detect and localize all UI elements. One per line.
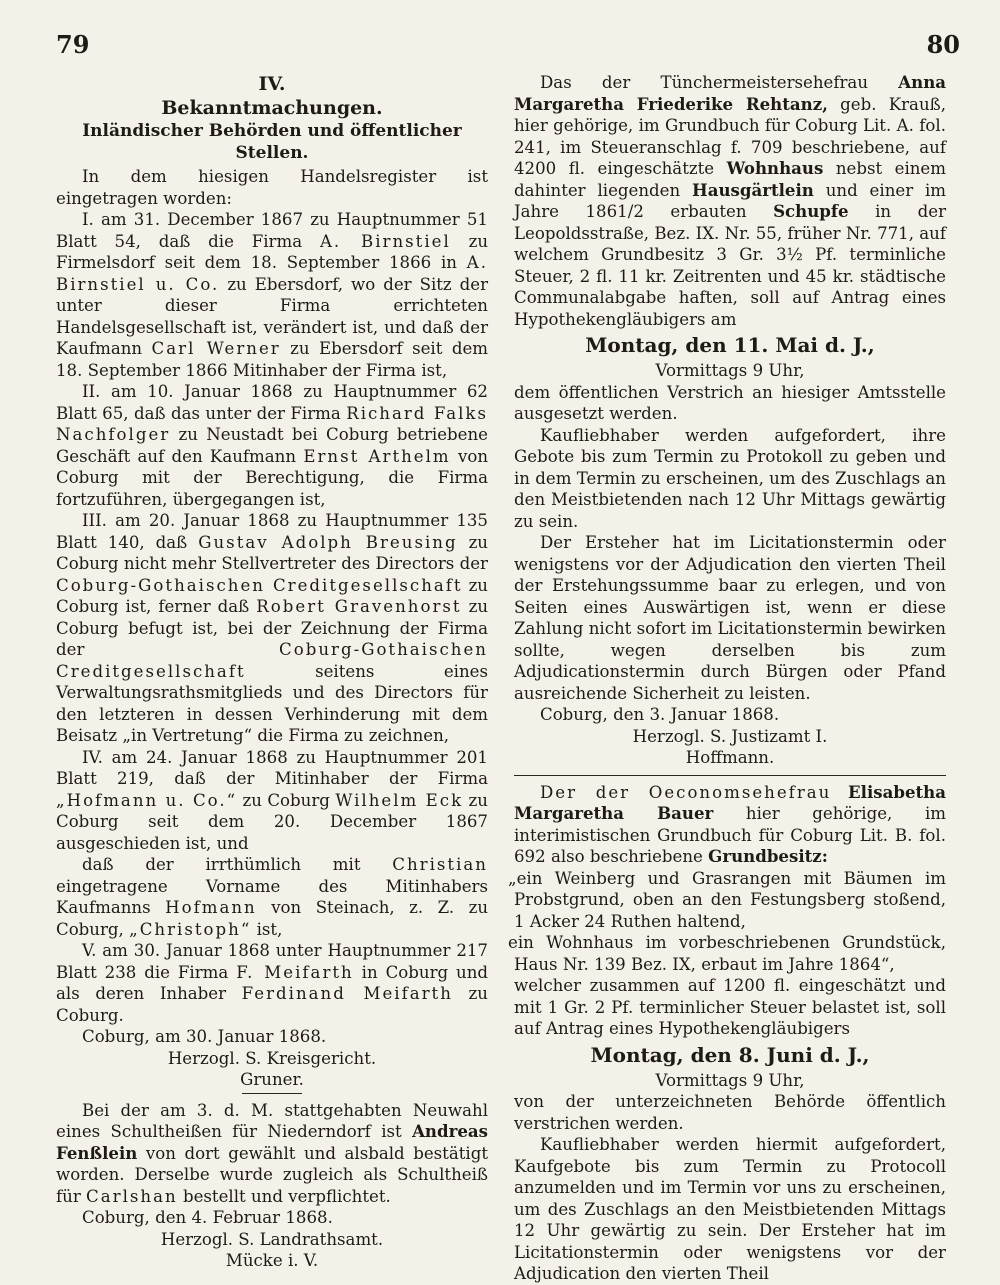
auction-notice-1-bidders: Kaufliebhaber werden aufgefordert, ihre Gebote bis zum Termin zu Protokoll zu geben und in dem Termin zu erscheinen, um des Zuschlags an den Meistbietenden nach 12 Uhr Mittags gewärtig zu sein. xyxy=(514,425,946,531)
register-entry-3: III. am 20. Januar 1868 zu Hauptnummer 135 Blatt 140, daß Gustav Adolph Breusing zu Coburg nicht mehr Stellvertreter des Directors der Coburg-Gothaischen Creditgesellschaft zu Coburg ist, ferner daß Robert Gravenhorst zu Coburg befugt ist, bei der Zeichnung der Firma der Coburg-Gothaischen Creditgesellschaft seitens eines Verwaltungsrathsmitglieds und des Directors für den letzteren in dessen Verhinderung mit dem Beisatz „in Vertretung“ die Firma zu zeichnen, xyxy=(56,511,489,745)
auction-time-2: Vormittags 9 Uhr, xyxy=(655,1070,805,1090)
register-entry-5: V. am 30. Januar 1868 unter Hauptnummer 217 Blatt 238 die Firma F. Meifarth in Coburg und als deren Inhaber Ferdinand Meifarth zu Coburg. xyxy=(56,941,489,1025)
section-heading: Bekanntmachungen. xyxy=(161,97,383,119)
register-entry-4-correction: daß der irrthümlich mit Christian eingetragene Vorname des Mitinhabers Kaufmanns Hofmann von Steinach, z. Z. zu Coburg, „Christoph“ ist, xyxy=(56,855,489,939)
auction-notice-1-office: Herzogl. S. Justizamt I. xyxy=(632,726,828,746)
left-column xyxy=(56,72,488,1272)
auction-notice-1-terms: Der Ersteher hat im Licitationstermin oder wenigstens vor der Adjudication den vierten Theil der Erstehungssumme baar zu erlegen, und von Seiten eines Auswärtigen ist, wenn er diese Zahlung nicht sofort im Licitationstermin bewirken sollte, wegen derselben bis zum Adjudicationstermin durch Bürgen oder Pfand ausreichende Sicherheit zu leisten. xyxy=(514,533,946,703)
auction-notice-1: Das der Tünchermeistersehefrau Anna Margaretha Friederike Rehtanz, geb. Krauß, hier gehörige, im Grundbuch für Coburg Lit. A. fol. 241, im Steueranschlag f. 709 beschriebene, auf 4200 fl. eingeschätzte Wohnhaus nebst einem dahinter liegenden Hausgärtlein und einer im Jahre 1861/2 erbauten Schupfe in der Leopoldsstraße, Bez. IX. Nr. 55, früher Nr. 771, auf welchem Grundbesitz 3 Gr. 3½ Pf. terminliche Steuer, 2 fl. 11 kr. Zeitrenten und 45 kr. städtische Communalabgabe haften, soll auf Antrag eines Hypothekengläubigers am xyxy=(514,72,947,329)
election-signature: Mücke i. V. xyxy=(225,1251,319,1270)
register-entry-4: IV. am 24. Januar 1868 zu Hauptnummer 201 Blatt 219, daß der Mitinhaber der Firma „Hofmann u. Co.“ zu Coburg Wilhelm Eck zu Coburg seit dem 20. December 1867 ausgeschieden ist, und xyxy=(56,747,488,853)
auction-notice-1-date: Coburg, den 3. Januar 1868. xyxy=(540,705,780,724)
election-date: Coburg, den 4. Februar 1868. xyxy=(82,1208,333,1227)
register-intro: In dem hiesigen Handelsregister ist eingetragen worden: xyxy=(56,167,488,208)
divider xyxy=(242,1093,302,1094)
auction-notice-1-continued: dem öffentlichen Verstrich an hiesiger Amtsstelle ausgesetzt werden. xyxy=(514,382,946,423)
election-notice: Bei der am 3. d. M. stattgehabten Neuwahl eines Schultheißen für Niederndorf ist Andreas Fenßlein von dort gewählt und alsbald bestätigt worden. Derselbe wurde zugleich als Schultheiß für Carlshan bestellt und verpflichtet. xyxy=(56,1100,488,1206)
issuing-court: Herzogl. S. Kreisgericht. xyxy=(167,1048,377,1068)
auction-notice-2: Der der Oeconomsehefrau Elisabetha Margaretha Bauer hier gehörige, im interimistischen Grundbuch für Coburg Lit. B. fol. 692 also beschriebene Grundbesitz: xyxy=(514,781,946,866)
register-entry-2: II. am 10. Januar 1868 zu Hauptnummer 62 Blatt 65, daß das unter der Firma Richard Falks Nachfolger zu Neustadt bei Coburg betriebene Geschäft auf den Kaufmann Ernst Arthelm von Coburg mit der Berechtigung, die Firma fortzuführen, übergegangen ist, xyxy=(56,382,489,509)
register-entry-1: I. am 31. December 1867 zu Hauptnummer 51 Blatt 54, daß die Firma A. Birnstiel zu Firmelsdorf seit dem 18. September 1866 in A. Birnstiel u. Co. zu Ebersdorf, wo der Sitz der unter dieser Firma errichteten Handelsgesellschaft ist, verändert ist, und daß der Kaufmann Carl Werner zu Ebersdorf seit dem 18. September 1866 Mitinhaber der Firma ist, xyxy=(56,210,489,380)
auction-notice-1-signature: Hoffmann. xyxy=(685,748,775,767)
signature: Gruner. xyxy=(240,1070,304,1089)
property-description-1: „ein Weinberg und Grasrangen mit Bäumen im Probstgrund, oben an den Festungsberg stoßend, 1 Acker 24 Ruthen haltend, xyxy=(508,868,946,931)
section-subheading: Inländischer Behörden und öffentlicher Stellen. xyxy=(82,121,462,163)
right-column xyxy=(508,72,947,1285)
auction-notice-2-continued: von der unterzeichneten Behörde öffentlich verstrichen werden. xyxy=(514,1092,946,1133)
property-description-2: ein Wohnhaus im vorbeschriebenen Grundstück, Haus Nr. 139 Bez. IX, erbaut im Jahre 1864“, xyxy=(508,933,946,974)
auction-notice-2-terms: Kaufliebhaber werden hiermit aufgefordert, Kaufgebote bis zum Termin zu Protocoll anzumelden und im Termin vor uns zu erscheinen, um des Zuschlags an den Meistbietenden Mittags 12 Uhr gewärtig zu sein. Der Ersteher hat im Licitationstermin oder wenigstens vor der Adjudication den vierten Theil xyxy=(514,1135,946,1283)
auction-notice-2-valuation: welcher zusammen auf 1200 fl. eingeschätzt und mit 1 Gr. 2 Pf. terminlicher Steuer belastet ist, soll auf Antrag eines Hypothekengläubigers xyxy=(514,976,946,1038)
page-number-right: 80 xyxy=(926,30,960,59)
page-number-left: 79 xyxy=(56,30,90,59)
auction-time-1: Vormittags 9 Uhr, xyxy=(655,361,805,380)
divider xyxy=(514,775,946,776)
notice-date: Coburg, am 30. Januar 1868. xyxy=(82,1027,327,1046)
auction-date-2: Montag, den 8. Juni d. J., xyxy=(590,1042,870,1067)
election-office: Herzogl. S. Landrathsamt. xyxy=(160,1229,384,1249)
auction-date-1: Montag, den 11. Mai d. J., xyxy=(585,333,875,357)
section-number: IV. xyxy=(258,73,286,95)
